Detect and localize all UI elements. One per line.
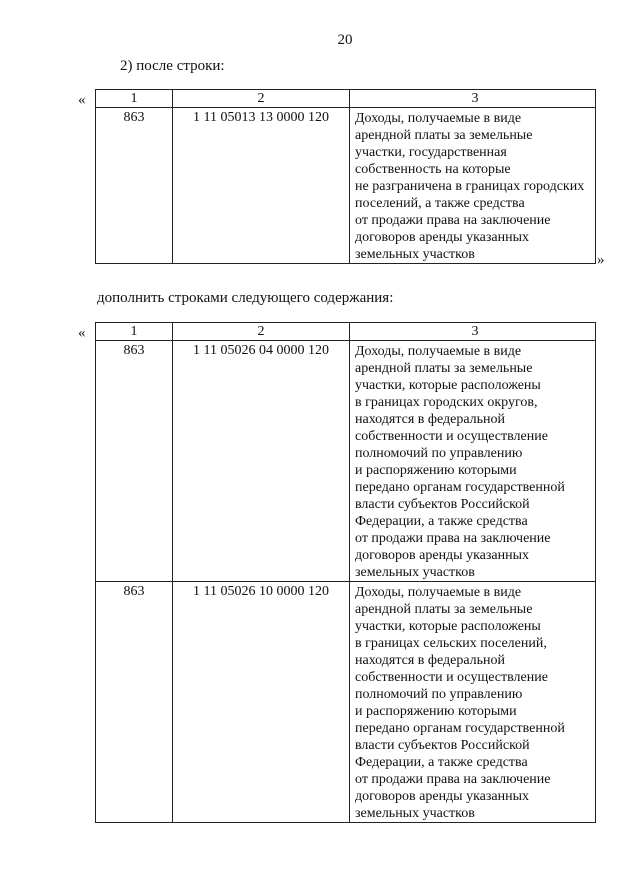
header-col-1: 1 [96,323,173,341]
revenue-description: Доходы, получаемые в виде арендной платы за земельные участки, государственная собственность на которые не разграничена в границах городских поселений, а также средства от продажи права на заключение договоров аренды указанных земельных участков [350,108,596,264]
revenue-description: Доходы, получаемые в виде арендной платы за земельные участки, которые расположены в границах городских округов, находятся в федеральной собственности и осуществление полномочий по управлению и распоряжению которыми передано органам государственной власти субъектов Российской Федерации, а также средства от продажи права на заключение договоров аренды указанных земельных участков [350,341,596,582]
middle-text: дополнить строками следующего содержания: [97,290,394,306]
close-quote: » [597,252,605,268]
admin-code: 863 [96,582,173,823]
header-col-2: 2 [173,323,350,341]
revenue-code: 1 11 05026 10 0000 120 [173,582,350,823]
admin-code: 863 [96,341,173,582]
intro-text: 2) после строки: [120,58,225,74]
admin-code: 863 [96,108,173,264]
table-row [96,108,596,264]
table-header-row [96,323,596,341]
header-col-1: 1 [96,90,173,108]
open-quote: « [78,92,86,108]
header-col-2: 2 [173,90,350,108]
header-col-3: 3 [350,323,596,341]
open-quote: « [78,325,86,341]
revenue-description: Доходы, получаемые в виде арендной платы за земельные участки, которые расположены в границах сельских поселений, находятся в федеральной собственности и осуществление полномочий по управлению и распоряжению которыми передано органам государственной власти субъектов Российской Федерации, а также средства от продажи права на заключение договоров аренды указанных земельных участков [350,582,596,823]
table-row [96,341,596,582]
revenue-code: 1 11 05013 13 0000 120 [173,108,350,264]
page-number: 20 [337,32,353,48]
table-row [96,582,596,823]
table-1 [95,89,596,264]
table-header-row [96,90,596,108]
revenue-code: 1 11 05026 04 0000 120 [173,341,350,582]
header-col-3: 3 [350,90,596,108]
table-2 [95,322,596,823]
